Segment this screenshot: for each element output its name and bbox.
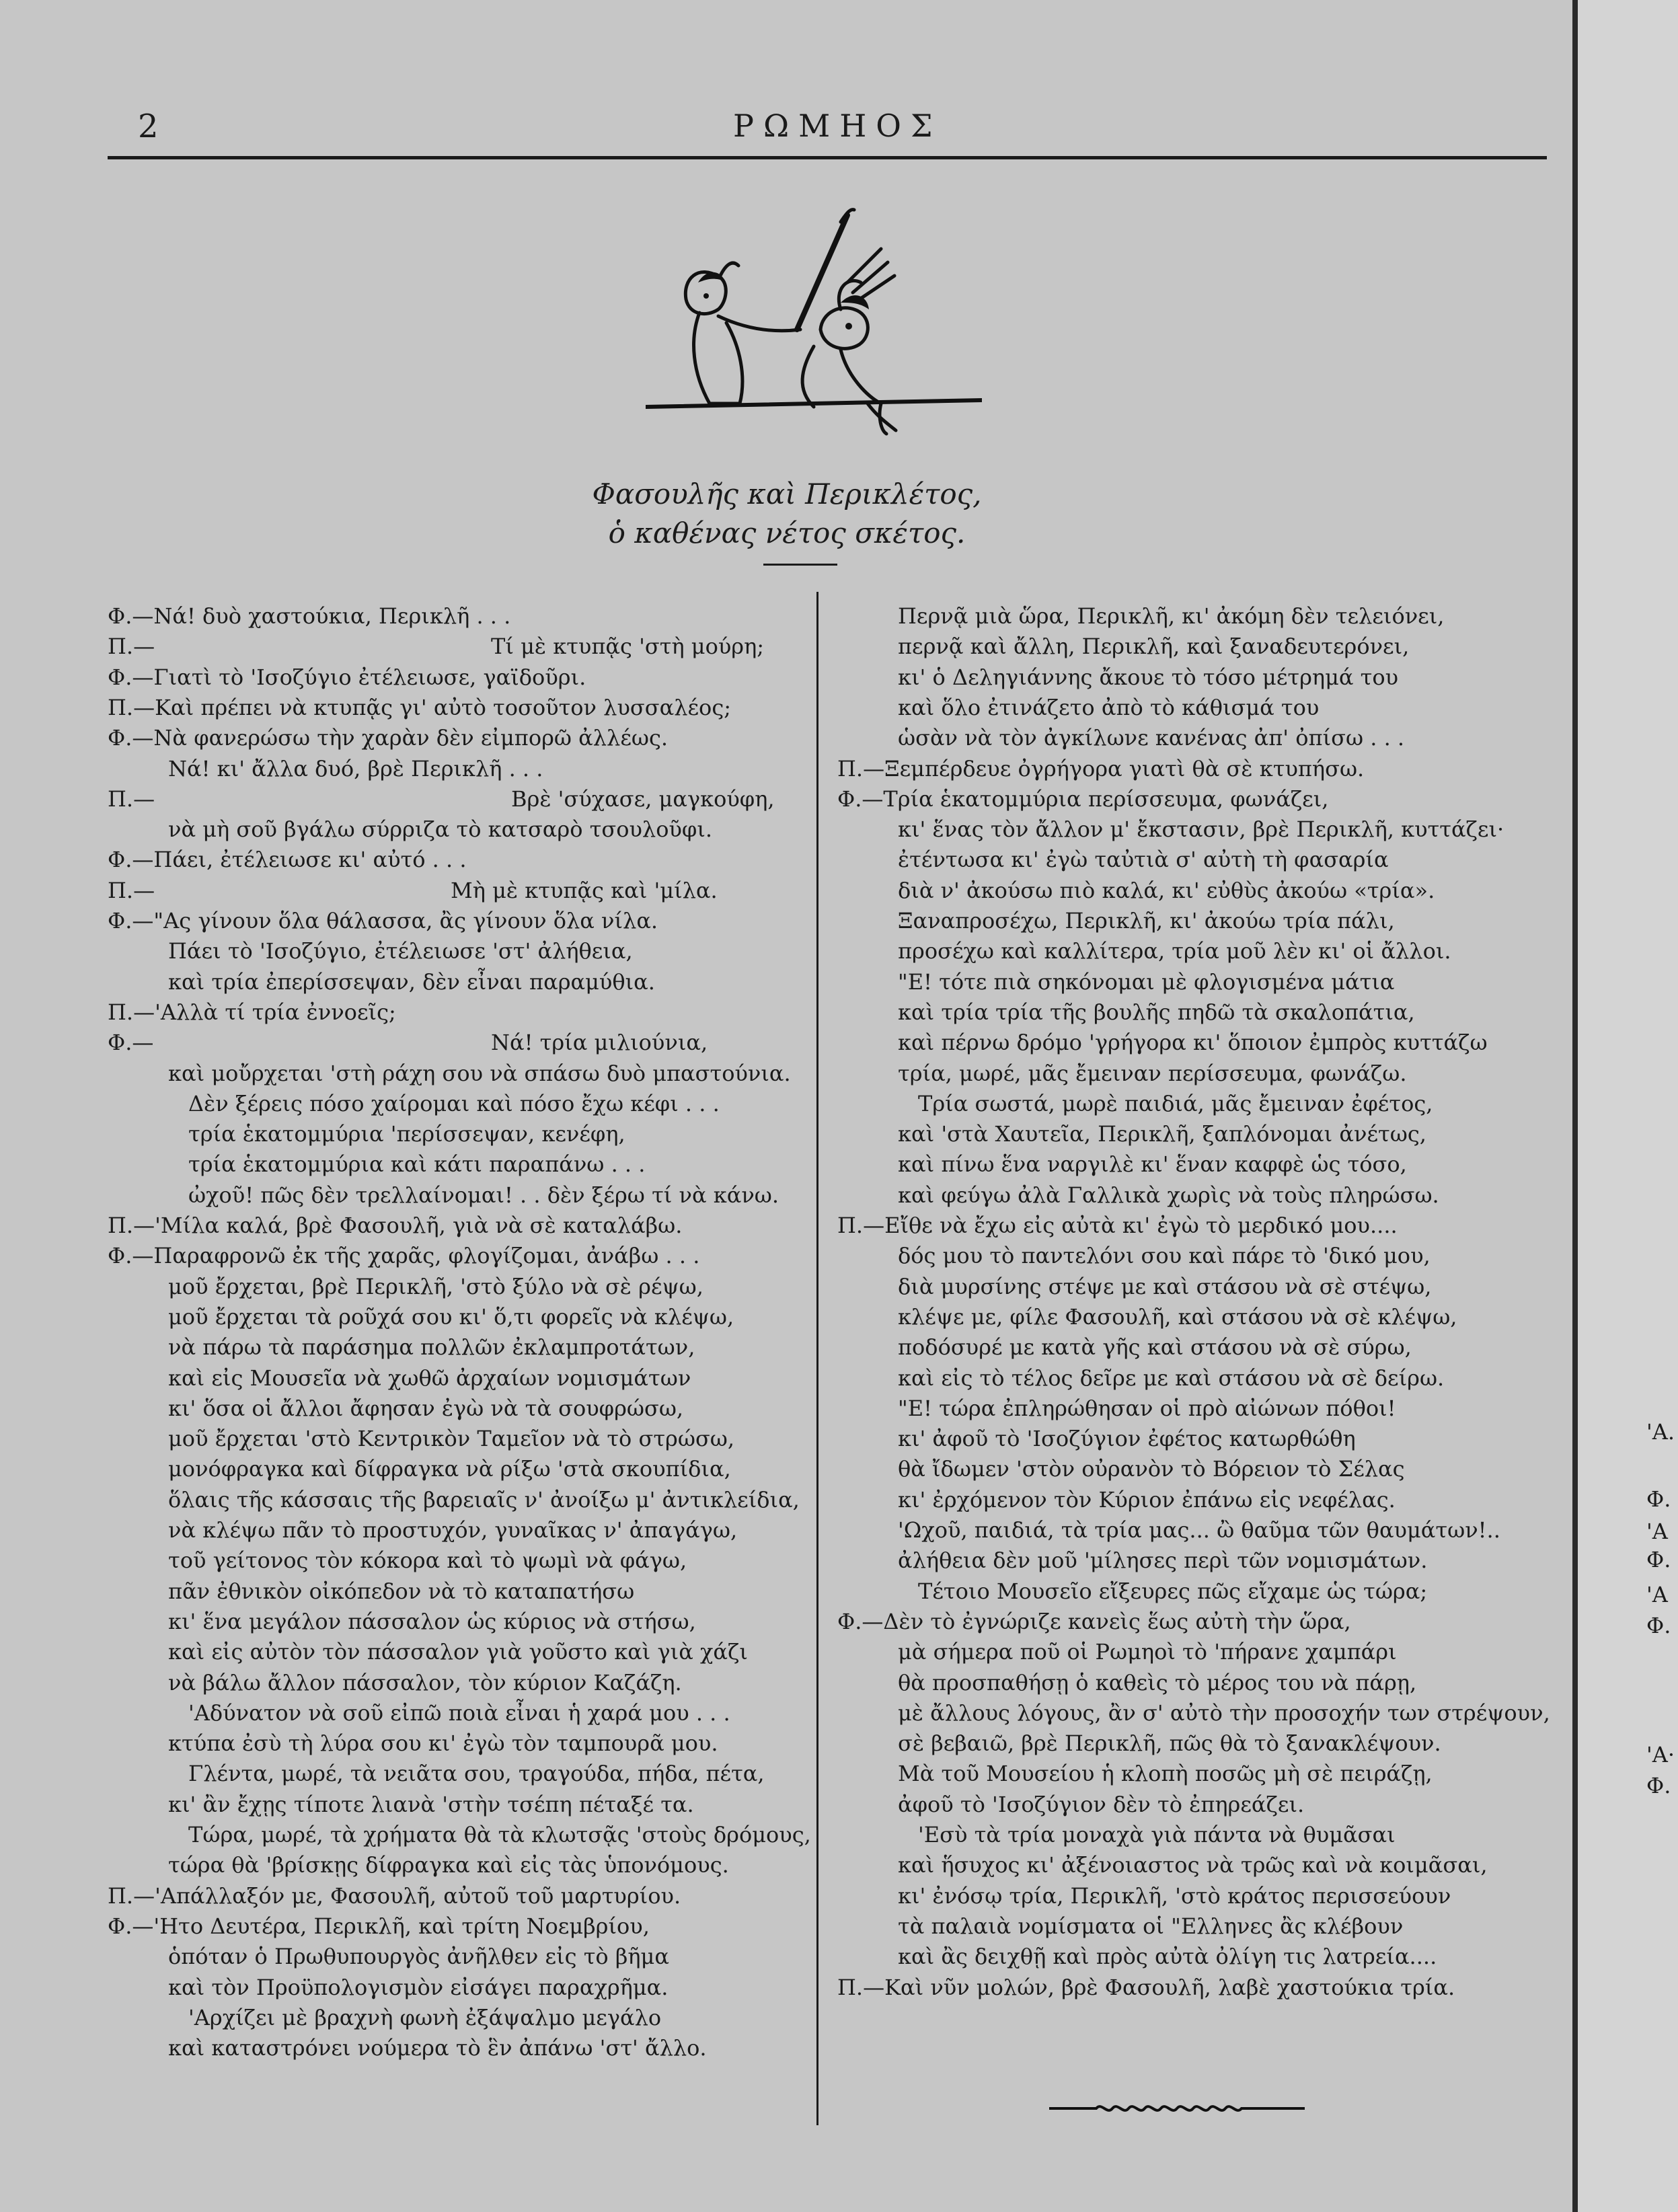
- verse-line: ὠχοῦ! πῶς δὲν τρελλαίνομαι! . . δὲν ξέρω τί νὰ κάνω.: [188, 1182, 779, 1208]
- verse-line: 'Αρχίζει μὲ βραχνὴ φωνὴ ἐξάψαλμο μεγάλο: [188, 2004, 662, 2030]
- verse-line: Π.—Ξεμπέρδευε ὀγρήγορα γιατὶ θὰ σὲ κτυπήσω.: [837, 755, 1365, 781]
- header-rule: [108, 156, 1547, 159]
- verse-line: τώρα θὰ 'βρίσκῃς δίφραγκα καὶ εἰς τὰς ὑπονόμους.: [168, 1852, 729, 1878]
- verse-line: κτύπα ἐσὺ τὴ λύρα σου κι' ἐγὼ τὸν ταμπουρᾶ μου.: [168, 1730, 718, 1757]
- verse-line: διὰ ν' ἀκούσω πιὸ καλά, κι' εὐθὺς ἀκούω «τρία».: [898, 877, 1435, 903]
- verse-line: Φ.—"Ας γίνουν ὅλα θάλασσα, ἂς γίνουν ὅλα νίλα.: [108, 908, 658, 933]
- verse-line: καὶ φεύγω ἀλὰ Γαλλικὰ χωρὶς νὰ τοὺς πληρώσω.: [898, 1182, 1439, 1208]
- verse-line: Φ.—Παραφρονῶ ἐκ τῆς χαρᾶς, φλογίζομαι, ἀνάβω . . .: [108, 1243, 700, 1269]
- verse-line: περνᾷ καὶ ἄλλη, Περικλῆ, καὶ ξαναδευτερόνει,: [898, 634, 1410, 660]
- verse-line: καὶ ὅλο ἐτινάζετο ἀπὸ τὸ κάθισμά του: [898, 694, 1320, 720]
- masthead-title: ΡΩΜΗΟΣ: [733, 108, 942, 144]
- verse-line: καὶ πέρνω δρόμο 'γρήγορα κι' ὅποιον ἐμπρὸς κυττάζω: [898, 1030, 1488, 1056]
- next-page-edge: [1575, 0, 1678, 2212]
- edge-fragment: Φ.: [1646, 1773, 1671, 1798]
- verse-line: κι' ἕνας τὸν ἄλλον μ' ἔκστασιν, βρὲ Περικλῆ, κυττάζει·: [898, 816, 1504, 843]
- verse-line: 'Αδύνατον νὰ σοῦ εἰπῶ ποιὰ εἶναι ἡ χαρά μου . . .: [188, 1700, 730, 1726]
- verse-line: Φ.—Τρία ἑκατομμύρια περίσσευμα, φωνάζει,: [837, 786, 1329, 812]
- verse-line: μὲ ἄλλους λόγους, ἂν σ' αὐτὸ τὴν προσοχήν των στρέψουν,: [898, 1700, 1550, 1726]
- puppets-fasoulis-perikletos-icon: [646, 202, 982, 471]
- verse-line: Φ.—Γιατὶ τὸ 'Ισοζύγιο ἐτέλειωσε, γαϊδοῦρι.: [108, 664, 586, 690]
- verse-line: 'Ωχοῦ, παιδιά, τὰ τρία μας... ὢ θαῦμα τῶν θαυμάτων!..: [898, 1517, 1500, 1543]
- verse-line: καὶ τὸν Προϋπολογισμὸν εἰσάγει παραχρῆμα.: [168, 1974, 669, 2000]
- edge-fragment: Φ.: [1646, 1613, 1671, 1638]
- verse-line: καὶ πίνω ἕνα ναργιλὲ κι' ἕναν καφφὲ ὡς τόσο,: [898, 1151, 1407, 1178]
- verse-line: Φ.—Πάει, ἐτέλειωσε κι' αὐτό . . .: [108, 847, 467, 873]
- edge-fragment: 'Α: [1646, 1519, 1668, 1544]
- verse-line: θὰ ἴδωμεν 'στὸν οὐρανὸν τὸ Βόρειον τὸ Σέλας: [898, 1456, 1405, 1482]
- verse-line: τρία ἑκατομμύρια καὶ κάτι παραπάνω . . .: [188, 1151, 646, 1178]
- verse-line: τὰ παλαιὰ νομίσματα οἱ "Ελληνες ἂς κλέβουν: [898, 1913, 1404, 1939]
- end-flourish-icon: [1049, 2098, 1305, 2119]
- verse-line: μὰ σήμερα ποῦ οἱ Ρωμηοὶ τὸ 'πήρανε χαμπάρι: [898, 1639, 1397, 1665]
- verse-line: Π.—: [108, 786, 155, 812]
- verse-line: δός μου τὸ παντελόνι σου καὶ πάρε τὸ 'δικό μου,: [898, 1243, 1431, 1269]
- page-number: 2: [138, 108, 159, 145]
- verse-line-continuation: Βρὲ 'σύχασε, μαγκούφη,: [511, 786, 775, 812]
- verse-line: καὶ καταστρόνει νούμερα τὸ ἓν ἀπάνω 'στ' ἄλλο.: [168, 2035, 707, 2061]
- verse-line: κι' ἀφοῦ τὸ 'Ισοζύγιον ἐφέτος κατωρθώθη: [898, 1426, 1356, 1452]
- verse-line: κι' ὁ Δεληγιάννης ἄκουε τὸ τόσο μέτρημά του: [898, 664, 1399, 690]
- verse-line: Φ.—: [108, 1030, 154, 1056]
- page-binding-shadow: [1572, 0, 1578, 2212]
- verse-line: 'Εσὺ τὰ τρία μοναχὰ γιὰ πάντα νὰ θυμᾶσαι: [918, 1822, 1396, 1847]
- verse-line: Πάει τὸ 'Ισοζύγιο, ἐτέλειωσε 'στ' ἀλήθεια,: [168, 938, 633, 964]
- verse-line: καὶ ἂς δειχθῇ καὶ πρὸς αὐτὰ ὀλίγη τις λατρεία....: [898, 1944, 1437, 1970]
- verse-line: πᾶν ἐθνικὸν οἰκόπεδον νὰ τὸ καταπατήσω: [168, 1578, 635, 1604]
- verse-line-continuation: Μὴ μὲ κτυπᾷς καὶ 'μίλα.: [451, 877, 718, 903]
- verse-line: κλέψε με, φίλε Φασουλῆ, καὶ στάσου νὰ σὲ κλέψω,: [898, 1303, 1457, 1330]
- verse-line: καὶ τρία τρία τῆς βουλῆς πηδῶ τὰ σκαλοπάτια,: [898, 999, 1415, 1025]
- caption-rule: [763, 564, 837, 566]
- verse-line: καὶ ἥσυχος κι' ἀξένοιαστος νὰ τρῶς καὶ νὰ κοιμᾶσαι,: [898, 1852, 1488, 1878]
- verse-line: ὁπόταν ὁ Πρωθυπουργὸς ἀνῆλθεν εἰς τὸ βῆμα: [168, 1944, 669, 1970]
- verse-line: ὅλαις τῆς κάσσαις τῆς βαρειαῖς ν' ἀνοίξω μ' ἀντικλείδια,: [168, 1486, 800, 1513]
- edge-fragment: 'Α.: [1646, 1419, 1675, 1445]
- verse-line: τοῦ γείτονος τὸν κόκορα καὶ τὸ ψωμὶ νὰ φάγω,: [168, 1548, 687, 1574]
- verse-line: κι' ἂν ἔχῃς τίποτε λιανὰ 'στὴν τσέπη πέταξέ τα.: [168, 1791, 694, 1817]
- verse-line: μοῦ ἔρχεται τὰ ροῦχά σου κι' ὅ,τι φορεῖς νὰ κλέψω,: [168, 1303, 734, 1330]
- verse-line: Π.—Καὶ πρέπει νὰ κτυπᾷς γι' αὐτὸ τοσοῦτον λυσσαλέος;: [108, 694, 732, 720]
- edge-fragment: Φ.: [1646, 1486, 1671, 1512]
- verse-line: Τώρα, μωρέ, τὰ χρήματα θὰ τὰ κλωτσᾷς 'στοὺς δρόμους,: [188, 1822, 811, 1847]
- verse-line: ἀφοῦ τὸ 'Ισοζύγιον δὲν τὸ ἐπηρεάζει.: [898, 1791, 1305, 1817]
- verse-line: Π.—: [108, 877, 155, 903]
- verse-line: καὶ εἰς Μουσεῖα νὰ χωθῶ ἀρχαίων νομισμάτων: [168, 1365, 691, 1391]
- verse-line: νὰ μὴ σοῦ βγάλω σύρριζα τὸ κατσαρὸ τσουλοῦφι.: [168, 816, 713, 843]
- verse-line: νὰ πάρω τὰ παράσημα πολλῶν ἐκλαμπροτάτων,: [168, 1334, 695, 1361]
- verse-line: καὶ εἰς τὸ τέλος δεῖρε με καὶ στάσου νὰ σὲ δείρω.: [898, 1365, 1445, 1391]
- verse-line: Μὰ τοῦ Μουσείου ἡ κλοπὴ ποσῶς μὴ σὲ πειράζῃ,: [898, 1761, 1433, 1787]
- edge-fragment: 'Α·: [1646, 1742, 1675, 1767]
- verse-line: Φ.—Νὰ φανερώσω τὴν χαρὰν δὲν εἰμπορῶ ἀλλέως.: [108, 725, 669, 751]
- verse-line: κι' ἕνα μεγάλον πάσσαλον ὡς κύριος νὰ στήσω,: [168, 1608, 696, 1634]
- verse-line: Περνᾷ μιὰ ὥρα, Περικλῆ, κι' ἀκόμη δὲν τελειόνει,: [898, 603, 1445, 629]
- verse-line: νὰ βάλω ἄλλον πάσσαλον, τὸν κύριον Καζάζη.: [168, 1669, 682, 1695]
- verse-line: κι' ἐρχόμενον τὸν Κύριον ἐπάνω εἰς νεφέλας.: [898, 1486, 1396, 1513]
- verse-line: μοῦ ἔρχεται, βρὲ Περικλῆ, 'στὸ ξύλο νὰ σὲ ρέψω,: [168, 1273, 703, 1299]
- verse-line: Π.—'Απάλλαξόν με, Φασουλῆ, αὐτοῦ τοῦ μαρτυρίου.: [108, 1882, 681, 1909]
- verse-line: "Ε! τώρα ἐπληρώθησαν οἱ πρὸ αἰώνων πόθοι!: [898, 1395, 1396, 1421]
- verse-line: Δὲν ξέρεις πόσο χαίρομαι καὶ πόσο ἔχω κέφι . . .: [188, 1090, 720, 1116]
- caption-line-2: ὁ καθένας νέτος σκέτος.: [608, 517, 966, 549]
- verse-line: καὶ μοὔρχεται 'στὴ ράχη σου νὰ σπάσω δυὸ μπαστούνια.: [168, 1060, 791, 1086]
- verse-line: προσέχω καὶ καλλίτερα, τρία μοῦ λὲν κι' οἱ ἄλλοι.: [898, 938, 1451, 964]
- verse-line: ποδόσυρέ με κατὰ γῆς καὶ στάσου νὰ σὲ σύρω,: [898, 1334, 1412, 1361]
- verse-line: ἀλήθεια δὲν μοῦ 'μίλησες περὶ τῶν νομισμάτων.: [898, 1548, 1428, 1574]
- verse-line: Τέτοιο Μουσεῖο εἴξευρες πῶς εἴχαμε ὡς τώρα;: [918, 1578, 1428, 1604]
- verse-line: καὶ τρία ἐπερίσσεψαν, δὲν εἶναι παραμύθια.: [168, 968, 655, 995]
- verse-line: Φ.—Νά! δυὸ χαστούκια, Περικλῆ . . .: [108, 603, 511, 629]
- verse-line: μονόφραγκα καὶ δίφραγκα νὰ ρίξω 'στὰ σκουπίδια,: [168, 1456, 731, 1482]
- column-divider: [816, 592, 818, 2125]
- verse-line: "Ε! τότε πιὰ σηκόνομαι μὲ φλογισμένα μάτια: [898, 968, 1395, 995]
- verse-line: Π.—: [108, 634, 155, 660]
- caption-line-1: Φασουλῆς καὶ Περικλέτος,: [592, 478, 982, 510]
- verse-line: νὰ κλέψω πᾶν τὸ προστυχόν, γυναῖκας ν' ἀπαγάγω,: [168, 1517, 738, 1543]
- verse-line-continuation: Νά! τρία μιλιούνια,: [491, 1030, 708, 1056]
- verse-line: καὶ 'στὰ Χαυτεῖα, Περικλῆ, ξαπλόνομαι ἀνέτως,: [898, 1121, 1426, 1147]
- verse-line: Τρία σωστά, μωρὲ παιδιά, μᾶς ἔμειναν ἐφέτος,: [918, 1090, 1433, 1116]
- verse-line: τρία ἑκατομμύρια 'περίσσεψαν, κενέφη,: [188, 1121, 625, 1147]
- verse-line: μοῦ ἔρχεται 'στὸ Κεντρικὸν Ταμεῖον νὰ τὸ στρώσω,: [168, 1426, 735, 1452]
- verse-line: Νά! κι' ἄλλα δυό, βρὲ Περικλῆ . . .: [168, 755, 543, 781]
- verse-line: Π.—'Μίλα καλά, βρὲ Φασουλῆ, γιὰ νὰ σὲ καταλάβω.: [108, 1213, 683, 1238]
- verse-line: ἐτέντωσα κι' ἐγὼ ταὐτιὰ σ' αὐτὴ τὴ φασαρία: [898, 847, 1389, 873]
- verse-line: σὲ βεβαιῶ, βρὲ Περικλῆ, πῶς θὰ τὸ ξανακλέψουν.: [898, 1730, 1441, 1757]
- verse-line: Π.—Εἴθε νὰ ἔχω εἰς αὐτὰ κι' ἐγὼ τὸ μερδικό μου....: [837, 1213, 1398, 1238]
- verse-line: κι' ὅσα οἱ ἄλλοι ἄφησαν ἐγὼ νὰ τὰ σουφρώσω,: [168, 1395, 684, 1421]
- verse-line: διὰ μυρσίνης στέψε με καὶ στάσου νὰ σὲ στέψω,: [898, 1273, 1432, 1299]
- verse-line: Φ.—'Ητο Δευτέρα, Περικλῆ, καὶ τρίτη Νοεμβρίου,: [108, 1913, 650, 1939]
- verse-line: ὡσὰν νὰ τὸν ἀγκίλωνε κανένας ἀπ' ὀπίσω . . .: [898, 725, 1405, 751]
- verse-line: Φ.—Δὲν τὸ ἐγνώριζε κανεὶς ἕως αὐτὴ τὴν ὥρα,: [837, 1608, 1351, 1634]
- verse-line: καὶ εἰς αὐτὸν τὸν πάσσαλον γιὰ γοῦστο καὶ γιὰ χάζι: [168, 1639, 748, 1665]
- verse-line-continuation: Τί μὲ κτυπᾷς 'στὴ μούρη;: [491, 634, 765, 660]
- verse-line: θὰ προσπαθήσῃ ὁ καθεὶς τὸ μέρος του νὰ πάρῃ,: [898, 1669, 1417, 1695]
- verse-line: κι' ἐνόσῳ τρία, Περικλῆ, 'στὸ κράτος περισσεύουν: [898, 1882, 1451, 1909]
- verse-line: τρία, μωρέ, μᾶς ἔμειναν περίσσευμα, φωνάζω.: [898, 1060, 1407, 1086]
- verse-line: Γλέντα, μωρέ, τὰ νειᾶτα σου, τραγούδα, πήδα, πέτα,: [188, 1761, 765, 1787]
- verse-line: Π.—'Αλλὰ τί τρία ἐννοεῖς;: [108, 999, 396, 1025]
- verse-line: Π.—Καὶ νῦν μολών, βρὲ Φασουλῆ, λαβὲ χαστούκια τρία.: [837, 1974, 1455, 2000]
- edge-fragment: Φ.: [1646, 1547, 1671, 1572]
- verse-line: Ξαναπροσέχω, Περικλῆ, κι' ἀκούω τρία πάλι,: [898, 908, 1395, 933]
- edge-fragment: 'Α: [1646, 1582, 1668, 1607]
